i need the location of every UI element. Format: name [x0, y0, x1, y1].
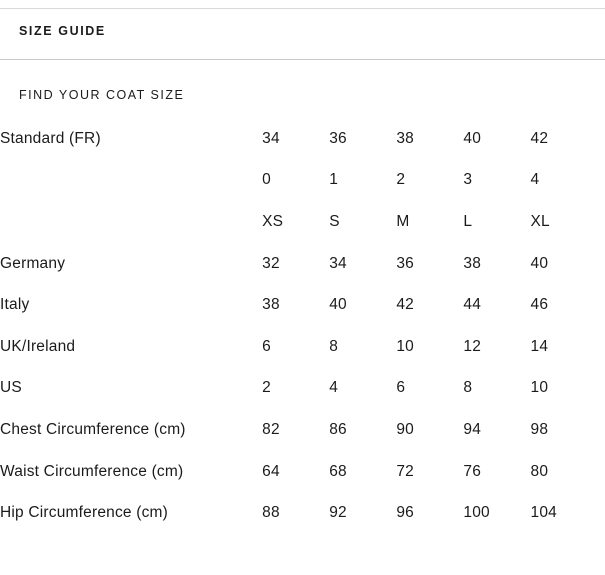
row-label: Waist Circumference (cm)	[0, 462, 184, 480]
row-value: M	[396, 212, 410, 230]
row-spacer	[598, 160, 605, 202]
row-spacer	[598, 284, 605, 326]
row-value: 42	[530, 129, 549, 147]
row-value: 92	[329, 504, 347, 522]
row-value: 40	[329, 296, 347, 314]
row-value: 32	[262, 254, 280, 272]
row-value: 90	[396, 420, 414, 438]
row-value: 82	[262, 420, 280, 438]
row-value: 1	[329, 171, 339, 189]
top-divider	[0, 8, 605, 9]
row-value: 36	[396, 254, 414, 272]
row-value: S	[329, 212, 340, 230]
row-label: Hip Circumference (cm)	[0, 504, 169, 522]
section-heading: FIND YOUR COAT SIZE	[19, 88, 185, 102]
row-value: 34	[262, 129, 280, 147]
row-value: 3	[463, 171, 473, 189]
row-value: 12	[463, 337, 482, 355]
row-value: XS	[262, 212, 284, 230]
row-value: 44	[463, 296, 482, 314]
row-spacer	[598, 243, 605, 285]
row-label: Germany	[0, 254, 66, 272]
row-value: 72	[396, 462, 414, 480]
size-table-wrapper	[0, 118, 605, 534]
row-value: 96	[396, 504, 414, 522]
row-label: Chest Circumference (cm)	[0, 420, 186, 438]
table-row	[0, 243, 605, 285]
row-value: 10	[396, 337, 414, 355]
row-value: 2	[262, 379, 271, 397]
table-row	[0, 160, 605, 202]
row-spacer	[598, 451, 605, 493]
row-value: 42	[396, 296, 414, 314]
row-value: 6	[396, 379, 406, 397]
row-value: 76	[463, 462, 482, 480]
row-spacer	[598, 326, 605, 368]
row-value: 8	[463, 379, 473, 397]
row-value: 36	[329, 129, 347, 147]
row-value: 0	[262, 171, 271, 189]
row-value: 46	[530, 296, 549, 314]
row-value: 14	[530, 337, 549, 355]
row-value: 40	[530, 254, 549, 272]
table-row	[0, 118, 605, 160]
row-value: L	[463, 212, 473, 230]
table-row	[0, 368, 605, 410]
row-spacer	[598, 118, 605, 160]
title-divider	[0, 59, 605, 60]
row-value: 80	[530, 462, 549, 480]
table-row	[0, 492, 605, 534]
row-label	[0, 160, 262, 202]
row-label: US	[0, 379, 22, 397]
row-value: 98	[530, 420, 549, 438]
row-spacer	[598, 368, 605, 410]
table-row	[0, 326, 605, 368]
row-value: 64	[262, 462, 280, 480]
row-value: 38	[463, 254, 482, 272]
row-value: XL	[530, 212, 550, 230]
row-label: Standard (FR)	[0, 129, 101, 147]
table-row	[0, 284, 605, 326]
table-row	[0, 409, 605, 451]
table-row	[0, 201, 605, 243]
row-value: 38	[396, 129, 414, 147]
row-spacer	[598, 492, 605, 534]
row-value: 88	[262, 504, 280, 522]
row-value: 10	[530, 379, 549, 397]
table-row	[0, 451, 605, 493]
row-value: 100	[463, 504, 490, 522]
row-value: 2	[396, 171, 406, 189]
row-value: 4	[530, 171, 540, 189]
size-table	[0, 118, 605, 534]
row-spacer	[598, 201, 605, 243]
row-value: 40	[463, 129, 482, 147]
row-value: 68	[329, 462, 347, 480]
row-value: 94	[463, 420, 482, 438]
row-label	[0, 201, 262, 243]
row-value: 8	[329, 337, 339, 355]
row-label: UK/Ireland	[0, 337, 76, 355]
row-value: 38	[262, 296, 280, 314]
row-value: 6	[262, 337, 271, 355]
row-label: Italy	[0, 296, 30, 314]
row-value: 34	[329, 254, 347, 272]
row-spacer	[598, 409, 605, 451]
page-title: SIZE GUIDE	[19, 24, 106, 38]
size-table-body	[0, 118, 605, 534]
row-value: 4	[329, 379, 339, 397]
row-value: 104	[530, 504, 557, 522]
row-value: 86	[329, 420, 347, 438]
